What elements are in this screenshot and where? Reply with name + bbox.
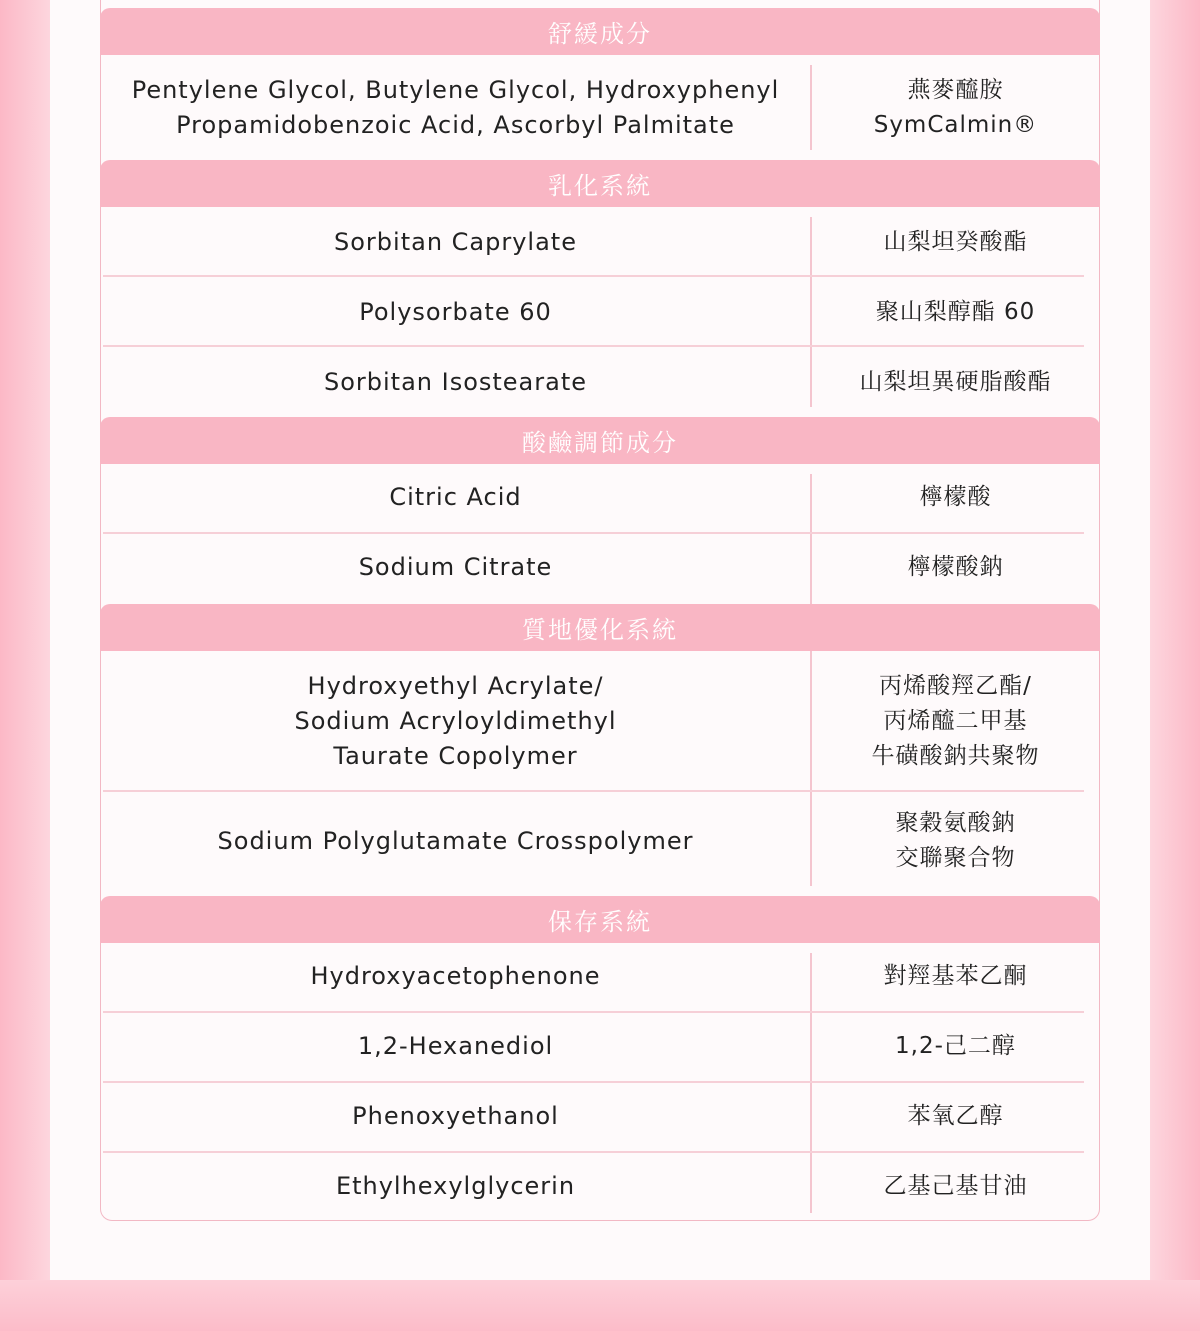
- table-row: [100, 464, 1100, 530]
- section-header-preservative: 保存系統: [100, 896, 1100, 943]
- section-header-texture: 質地優化系統: [100, 604, 1100, 651]
- ingredient-en: Phenoxyethanol: [352, 1101, 559, 1130]
- ingredient-zh: 燕麥醯胺 SymCalmin®: [873, 76, 1038, 138]
- ingredient-en: Sodium Citrate: [358, 552, 553, 581]
- table-row: [100, 277, 1100, 347]
- table-row: [100, 651, 1100, 791]
- ingredient-en: 1,2-Hexanediol: [357, 1031, 554, 1060]
- ingredient-en: Sorbitan Isostearate: [323, 367, 588, 396]
- ingredient-zh: 聚山梨醇酯 60: [875, 298, 1036, 325]
- table-row: [100, 207, 1100, 277]
- table-row: [100, 943, 1100, 1009]
- table-row: [100, 55, 1100, 160]
- ingredient-zh: 對羥基苯乙酮: [883, 962, 1028, 989]
- table-row: [100, 1083, 1100, 1149]
- table-rows-ph: [100, 464, 1100, 604]
- ingredient-zh: 苯氧乙醇: [907, 1102, 1004, 1129]
- table-row: [100, 347, 1100, 417]
- page-bottom-band: [0, 1280, 1200, 1331]
- table-rows-preservative: [100, 943, 1100, 1223]
- ingredient-en: Hydroxyethyl Acrylate/ Sodium Acryloyldimethyl Taurate Copolymer: [294, 671, 617, 770]
- ingredient-en: Citric Acid: [389, 482, 522, 511]
- table-row: [100, 534, 1100, 600]
- table-row: [100, 1153, 1100, 1219]
- ingredient-zh: 乙基己基甘油: [883, 1172, 1028, 1199]
- section-header-ph-adjuster: 酸鹼調節成分: [100, 417, 1100, 464]
- table-rows-texture: [100, 651, 1100, 896]
- table-row: [100, 1013, 1100, 1079]
- ingredient-zh: 聚穀氨酸鈉 交聯聚合物: [895, 810, 1016, 871]
- ingredient-zh: 1,2-己二醇: [895, 1032, 1016, 1059]
- ingredient-en: Ethylhexylglycerin: [335, 1171, 576, 1200]
- ingredient-en: Hydroxyacetophenone: [310, 961, 601, 990]
- ingredient-zh: 檸檬酸: [919, 483, 992, 510]
- section-header-emulsifier: 乳化系統: [100, 160, 1100, 207]
- table-rows-emulsifier: [100, 207, 1100, 417]
- ingredient-en: Sorbitan Caprylate: [334, 227, 577, 256]
- ingredient-zh: 山梨坦異硬脂酸酯: [859, 368, 1052, 395]
- ingredient-en: Sodium Polyglutamate Crosspolymer: [217, 826, 694, 855]
- ingredient-zh: 山梨坦癸酸酯: [883, 228, 1028, 255]
- ingredient-zh: 檸檬酸鈉: [907, 553, 1004, 580]
- table-row: [100, 791, 1100, 891]
- ingredient-en: Pentylene Glycol, Butylene Glycol, Hydroxyphenyl Propamidobenzoic Acid, Ascorbyl Palmitate: [131, 75, 780, 139]
- section-header-soothing: 舒緩成分: [100, 8, 1100, 55]
- ingredient-en: Polysorbate 60: [359, 297, 552, 326]
- ingredient-zh: 丙烯酸羥乙酯/ 丙烯醯二甲基 牛磺酸鈉共聚物: [871, 672, 1040, 769]
